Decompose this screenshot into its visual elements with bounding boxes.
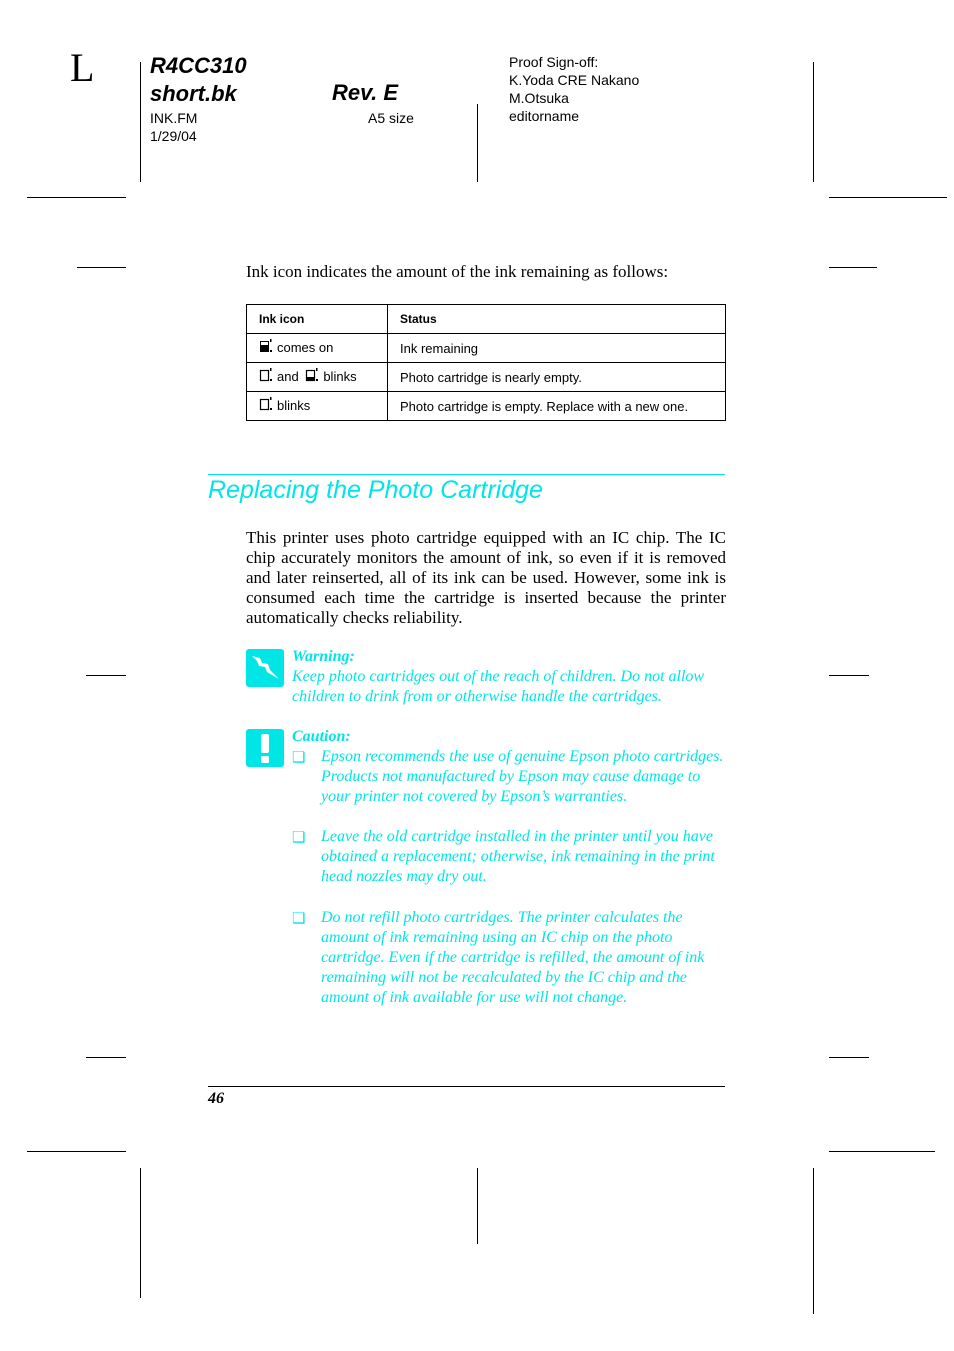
icon-state-text: blinks bbox=[277, 398, 311, 413]
header-code-line1: R4CC310 bbox=[150, 53, 247, 78]
section-body: This printer uses photo cartridge equipped with an IC chip. The IC chip accurately monitors the amount of ink, so even if it is removed and later reinserted, all of its ink can be used. However, some ink is consumed each time the cartridge is inserted because the printer automatically checks reliability. bbox=[246, 528, 726, 627]
crop-mark bbox=[140, 1168, 141, 1298]
crop-mark bbox=[829, 675, 869, 676]
crop-mark bbox=[813, 1168, 814, 1314]
table-header-row bbox=[247, 305, 726, 334]
crop-mark bbox=[27, 1151, 126, 1152]
header-letter: L bbox=[70, 45, 95, 90]
bullet-icon: ❏ bbox=[292, 750, 306, 766]
warning-bolt-icon bbox=[246, 649, 284, 687]
ink-low-icon bbox=[305, 368, 319, 386]
caution-item: Leave the old cartridge installed in the printer until you have obtained a replacement; otherwise, ink remaining in the print head nozzles may dry out. bbox=[321, 828, 715, 885]
table-header-ink-icon: Ink icon bbox=[247, 305, 388, 334]
crop-mark bbox=[813, 62, 814, 182]
intro-text: Ink icon indicates the amount of the ink remaining as follows: bbox=[246, 262, 669, 281]
header-size: A5 size bbox=[368, 110, 414, 126]
ink-empty-icon bbox=[259, 397, 273, 415]
proof-line: K.Yoda CRE Nakano bbox=[509, 72, 640, 88]
icon-state-text: blinks bbox=[323, 369, 357, 384]
header-file: INK.FM bbox=[150, 110, 198, 126]
proof-line: Proof Sign-off: bbox=[509, 54, 599, 70]
header-revision: Rev. E bbox=[332, 80, 399, 105]
warning-head: Warning: bbox=[292, 648, 355, 665]
ink-icon-table bbox=[246, 304, 726, 421]
table-row bbox=[247, 334, 726, 363]
header-proof bbox=[509, 53, 639, 125]
bullet-icon: ❏ bbox=[292, 911, 306, 927]
proof-line: editorname bbox=[509, 108, 580, 124]
bullet-icon: ❏ bbox=[292, 830, 306, 846]
crop-mark bbox=[477, 1168, 478, 1244]
caution-exclamation-icon bbox=[246, 729, 284, 767]
caution-item: Do not refill photo cartridges. The printer calculates the amount of ink remaining using an IC chip on the photo cartridge. Even if the cartridge is refilled, the amount of ink remaining will not be recalculated by the IC chip and the amount of ink available for use will not change. bbox=[321, 909, 705, 1006]
page-number: 46 bbox=[208, 1090, 224, 1107]
warning-block bbox=[292, 647, 726, 707]
table-cell-status: Ink remaining bbox=[388, 334, 726, 363]
crop-mark bbox=[86, 1057, 126, 1058]
table-cell-icon bbox=[247, 363, 388, 392]
table-cell-icon bbox=[247, 392, 388, 421]
caution-head: Caution: bbox=[292, 728, 351, 745]
caution-item: Epson recommends the use of genuine Epson photo cartridges. Products not manufactured by Epson may cause damage to your printer not covered by Epson’s warranties. bbox=[321, 748, 724, 805]
section-title: Replacing the Photo Cartridge bbox=[208, 476, 543, 504]
warning-text: Keep photo cartridges out of the reach of children. Do not allow children to drink from or otherwise handle the cartridges. bbox=[292, 668, 705, 705]
icon-state-text: comes on bbox=[277, 340, 334, 355]
table-row bbox=[247, 392, 726, 421]
crop-mark bbox=[27, 197, 126, 198]
header-code-line2: short.bk bbox=[150, 81, 237, 106]
icon-and-text: and bbox=[277, 369, 299, 384]
crop-mark bbox=[829, 1151, 935, 1152]
footer-rule bbox=[208, 1086, 725, 1087]
crop-mark bbox=[77, 267, 126, 268]
crop-mark bbox=[829, 1057, 869, 1058]
ink-empty-icon bbox=[259, 368, 273, 386]
table-cell-status: Photo cartridge is nearly empty. bbox=[388, 363, 726, 392]
crop-mark bbox=[86, 675, 126, 676]
header-code bbox=[150, 52, 247, 108]
proof-line: M.Otsuka bbox=[509, 90, 569, 106]
table-header-status: Status bbox=[388, 305, 726, 334]
crop-mark bbox=[829, 197, 947, 198]
header-date: 1/29/04 bbox=[150, 128, 197, 144]
table-cell-icon bbox=[247, 334, 388, 363]
crop-mark bbox=[477, 104, 478, 182]
table-row bbox=[247, 363, 726, 392]
table-cell-status: Photo cartridge is empty. Replace with a new one. bbox=[388, 392, 726, 421]
ink-full-icon bbox=[259, 339, 273, 357]
crop-mark bbox=[140, 62, 141, 182]
crop-mark bbox=[829, 267, 877, 268]
